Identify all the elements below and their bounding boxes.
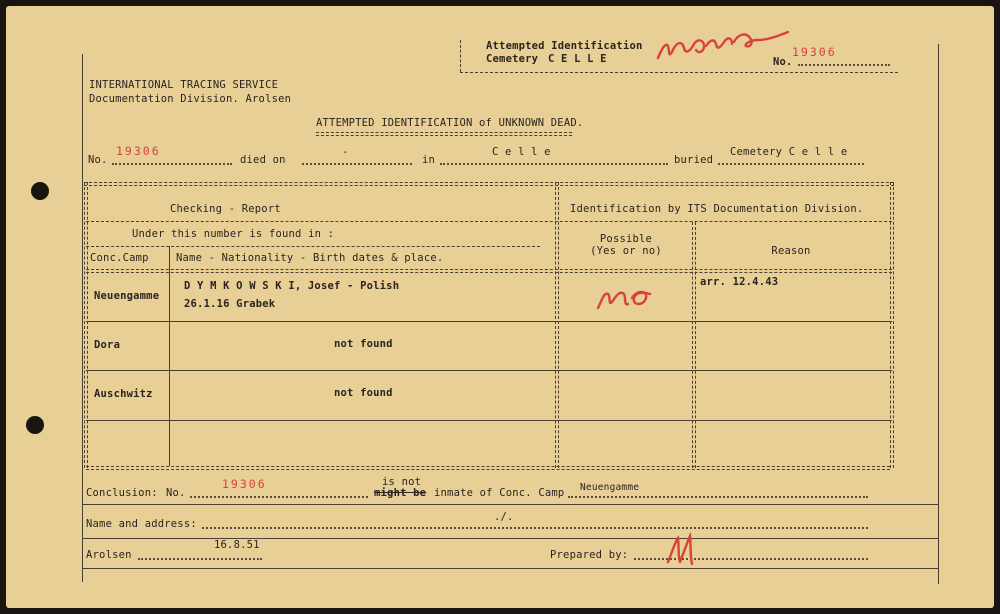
table-reason-divider: [692, 222, 696, 468]
col-name-header: Name - Nationality - Birth dates & place.: [176, 252, 444, 264]
right-border: [938, 44, 939, 584]
left-border: [82, 54, 83, 582]
table-camp-divider: [169, 246, 170, 466]
row-1-name-line2: 26.1.16 Grabek: [184, 298, 276, 310]
line1-no-value: 19306: [116, 144, 161, 158]
line1-buried-label: buried: [674, 154, 714, 166]
footer-date-dots: [138, 558, 262, 560]
prepared-by-signature: [662, 532, 702, 568]
punch-hole-bottom: [26, 416, 44, 434]
corner-title-2-label: Cemetery: [486, 53, 539, 65]
line1-in-dots: [440, 163, 668, 165]
row-3-camp: Auschwitz: [94, 388, 153, 400]
corner-no-value: 19306: [792, 45, 837, 59]
col-possible-header-1: Possible: [599, 233, 653, 245]
table-line-b: [86, 246, 540, 247]
org-division: Documentation Division. Arolsen: [89, 93, 292, 105]
title-underline: [316, 132, 572, 136]
line1-died-value: -: [342, 146, 349, 158]
table-bottom: [86, 466, 890, 470]
conclusion-camp-value: Neuengamme: [580, 482, 640, 493]
line1-buried-dots: [718, 163, 864, 165]
line1-buried-value: Cemetery C e l l e: [730, 146, 848, 158]
row-1-possible-handwritten: [594, 284, 654, 312]
name-address-dots: [202, 527, 868, 529]
name-address-value: ./.: [494, 511, 514, 523]
prepared-by-label: Prepared by:: [550, 549, 629, 561]
checking-report-header: Checking - Report: [170, 203, 281, 215]
conclusion-inmate-text: inmate of Conc. Camp: [434, 487, 565, 499]
conclusion-label: Conclusion:: [86, 487, 158, 499]
punch-hole-top: [31, 182, 49, 200]
org-name: INTERNATIONAL TRACING SERVICE: [89, 79, 279, 91]
corner-title-1: Attempted Identification: [486, 40, 643, 52]
col-camp-header: Conc.Camp: [90, 252, 149, 264]
table-left: [84, 182, 88, 468]
corner-box-bottom: [460, 72, 898, 73]
conclusion-camp-dots: [568, 496, 868, 498]
corner-title-2-value: C E L L E: [548, 53, 607, 65]
line1-died-dots: [302, 163, 412, 165]
row-3-bottom: [86, 420, 892, 421]
line1-died-label: died on: [240, 154, 286, 166]
identification-header: Identification by ITS Documentation Division.: [570, 203, 864, 215]
table-top: [84, 182, 894, 186]
under-number-header: Under this number is found in :: [132, 228, 335, 240]
row-1-name-line1: D Y M K O W S K I, Josef - Polish: [184, 280, 400, 292]
line1-in-value: C e l l e: [492, 146, 551, 158]
col-possible-header-2: (Yes or no): [590, 245, 662, 257]
row-1-bottom: [86, 321, 892, 322]
row-2-bottom: [86, 370, 892, 371]
col-reason-header: Reason: [771, 245, 811, 257]
row-1-reason: arr. 12.4.43: [700, 276, 779, 288]
table-right: [890, 182, 894, 468]
line1-no-label: No.: [88, 154, 108, 166]
bottom-border: [82, 568, 938, 569]
row-1-camp: Neuengamme: [94, 290, 160, 302]
line1-in-label: in: [422, 154, 436, 166]
line1-no-dots: [112, 163, 232, 165]
table-mid: [555, 182, 559, 468]
conclusion-is-not: is not: [382, 476, 422, 488]
table-line-c: [86, 269, 892, 273]
table-line-a: [86, 221, 892, 222]
corner-no-label: No.: [773, 56, 793, 68]
row-2-camp: Dora: [94, 339, 121, 351]
conclusion-no-label: No.: [166, 487, 186, 499]
row-2-name: not found: [334, 338, 393, 350]
separator-1: [82, 504, 938, 505]
conclusion-struck: might be: [374, 487, 427, 499]
footer-place: Arolsen: [86, 549, 132, 561]
footer-date: 16.8.51: [214, 539, 260, 551]
conclusion-no-value: 19306: [222, 477, 267, 491]
document-title: ATTEMPTED IDENTIFICATION of UNKNOWN DEAD.: [316, 117, 584, 129]
name-address-label: Name and address:: [86, 518, 197, 530]
conclusion-no-dots: [190, 496, 368, 498]
separator-2: [82, 538, 938, 539]
corner-no-dots: [798, 64, 890, 66]
corner-box-left: [460, 40, 461, 72]
document-card: [6, 6, 994, 608]
row-3-name: not found: [334, 387, 393, 399]
